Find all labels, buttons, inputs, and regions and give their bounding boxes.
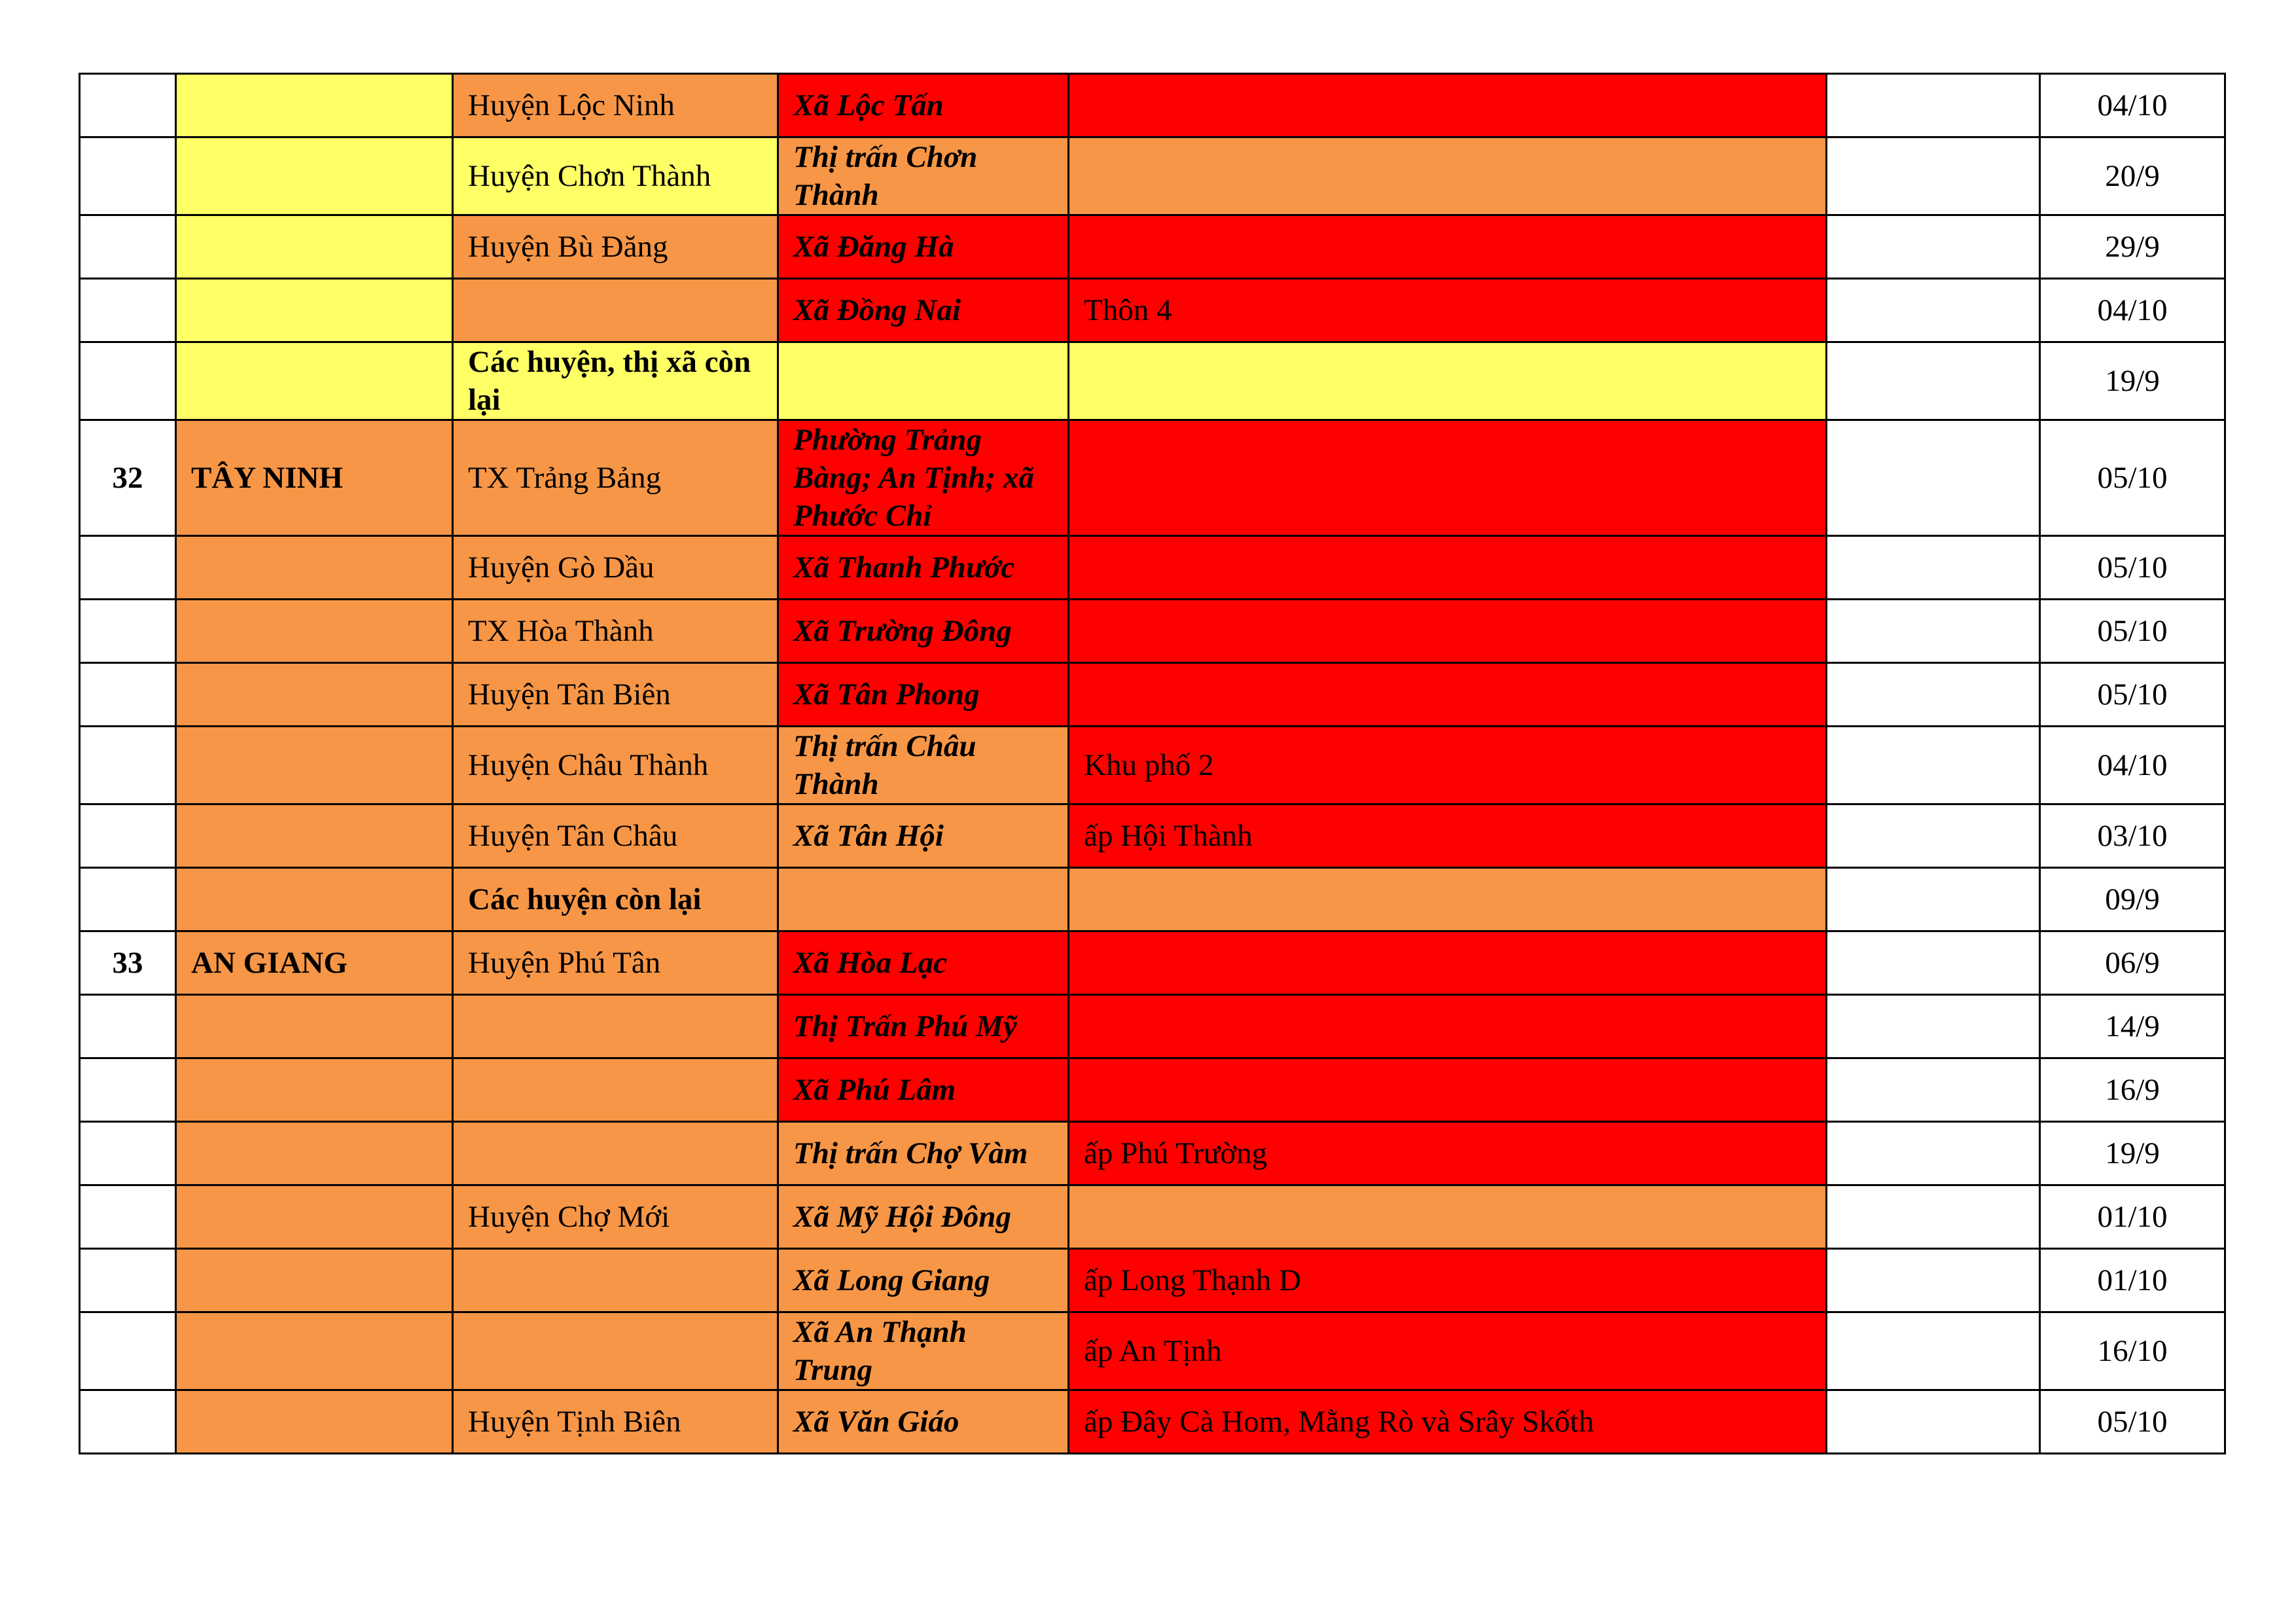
note-cell — [1827, 868, 2040, 931]
commune-cell: Xã An Thạnh Trung — [778, 1312, 1069, 1390]
date-cell: 09/9 — [2040, 868, 2225, 931]
date-cell: 01/10 — [2040, 1185, 2225, 1249]
note-cell — [1827, 931, 2040, 995]
commune-cell: Xã Tân Phong — [778, 663, 1069, 727]
commune-cell: Xã Lộc Tấn — [778, 74, 1069, 137]
district-cell — [453, 1312, 778, 1390]
area-cell — [1069, 74, 1827, 137]
commune-cell: Xã Mỹ Hội Đông — [778, 1185, 1069, 1249]
table-row — [80, 995, 2225, 1058]
note-cell — [1827, 420, 2040, 536]
district-cell: Huyện Chợ Mới — [453, 1185, 778, 1249]
province-cell — [176, 74, 453, 137]
table-row — [80, 804, 2225, 868]
commune-cell — [778, 868, 1069, 931]
province-cell — [176, 868, 453, 931]
note-cell — [1827, 215, 2040, 279]
area-cell — [1069, 868, 1827, 931]
note-cell — [1827, 74, 2040, 137]
district-cell — [453, 1122, 778, 1185]
table-row — [80, 279, 2225, 342]
note-cell — [1827, 137, 2040, 215]
table-row — [80, 1390, 2225, 1454]
commune-cell: Xã Long Giang — [778, 1249, 1069, 1312]
commune-cell: Xã Đồng Nai — [778, 279, 1069, 342]
district-cell: Huyện Tân Biên — [453, 663, 778, 727]
date-cell: 04/10 — [2040, 74, 2225, 137]
date-cell: 05/10 — [2040, 420, 2225, 536]
stt-cell — [80, 342, 176, 420]
note-cell — [1827, 995, 2040, 1058]
date-cell: 05/10 — [2040, 600, 2225, 663]
date-cell: 16/9 — [2040, 1058, 2225, 1122]
date-cell: 19/9 — [2040, 1122, 2225, 1185]
province-cell — [176, 215, 453, 279]
table-row — [80, 1058, 2225, 1122]
table-row — [80, 931, 2225, 995]
stt-cell — [80, 663, 176, 727]
stt-cell — [80, 74, 176, 137]
district-cell — [453, 995, 778, 1058]
stt-cell: 33 — [80, 931, 176, 995]
note-cell — [1827, 279, 2040, 342]
date-cell: 14/9 — [2040, 995, 2225, 1058]
table-row — [80, 1122, 2225, 1185]
table-body — [80, 74, 2225, 1454]
district-cell: TX Trảng Bảng — [453, 420, 778, 536]
note-cell — [1827, 663, 2040, 727]
note-cell — [1827, 1312, 2040, 1390]
stt-cell: 32 — [80, 420, 176, 536]
province-cell — [176, 995, 453, 1058]
table-row — [80, 727, 2225, 804]
district-cell: Các huyện, thị xã còn lại — [453, 342, 778, 420]
stt-cell — [80, 279, 176, 342]
area-cell: Khu phố 2 — [1069, 727, 1827, 804]
date-cell: 04/10 — [2040, 279, 2225, 342]
province-cell — [176, 1122, 453, 1185]
province-cell: AN GIANG — [176, 931, 453, 995]
table-row — [80, 1312, 2225, 1390]
stt-cell — [80, 215, 176, 279]
area-cell — [1069, 600, 1827, 663]
note-cell — [1827, 600, 2040, 663]
table-row — [80, 342, 2225, 420]
district-cell — [453, 1249, 778, 1312]
table-row — [80, 1249, 2225, 1312]
area-cell — [1069, 663, 1827, 727]
area-cell — [1069, 1185, 1827, 1249]
district-cell: TX Hòa Thành — [453, 600, 778, 663]
note-cell — [1827, 536, 2040, 600]
stt-cell — [80, 1185, 176, 1249]
province-cell — [176, 1312, 453, 1390]
district-cell: Huyện Phú Tân — [453, 931, 778, 995]
table-row — [80, 420, 2225, 536]
stt-cell — [80, 868, 176, 931]
commune-cell: Xã Văn Giáo — [778, 1390, 1069, 1454]
commune-cell: Thị Trấn Phú Mỹ — [778, 995, 1069, 1058]
stt-cell — [80, 1249, 176, 1312]
commune-cell: Thị trấn Chơn Thành — [778, 137, 1069, 215]
area-cell — [1069, 536, 1827, 600]
area-cell — [1069, 137, 1827, 215]
district-cell: Huyện Tân Châu — [453, 804, 778, 868]
province-cell — [176, 663, 453, 727]
table-row — [80, 215, 2225, 279]
area-cell — [1069, 1058, 1827, 1122]
district-cell: Huyện Lộc Ninh — [453, 74, 778, 137]
district-cell: Huyện Châu Thành — [453, 727, 778, 804]
date-cell: 05/10 — [2040, 536, 2225, 600]
stt-cell — [80, 1390, 176, 1454]
stt-cell — [80, 1122, 176, 1185]
note-cell — [1827, 1249, 2040, 1312]
table-row — [80, 137, 2225, 215]
commune-cell: Phường Trảng Bàng; An Tịnh; xã Phước Chỉ — [778, 420, 1069, 536]
commune-cell: Xã Thanh Phước — [778, 536, 1069, 600]
note-cell — [1827, 1390, 2040, 1454]
date-cell: 03/10 — [2040, 804, 2225, 868]
commune-cell — [778, 342, 1069, 420]
province-cell: TÂY NINH — [176, 420, 453, 536]
area-cell: Thôn 4 — [1069, 279, 1827, 342]
stt-cell — [80, 804, 176, 868]
date-cell: 29/9 — [2040, 215, 2225, 279]
table-row — [80, 600, 2225, 663]
district-cell — [453, 1058, 778, 1122]
district-cell — [453, 279, 778, 342]
commune-cell: Thị trấn Châu Thành — [778, 727, 1069, 804]
date-cell: 01/10 — [2040, 1249, 2225, 1312]
area-cell: ấp Đây Cà Hom, Mằng Rò và Srây Skốth — [1069, 1390, 1827, 1454]
commune-cell: Xã Đăng Hà — [778, 215, 1069, 279]
date-cell: 05/10 — [2040, 663, 2225, 727]
district-cell: Huyện Gò Dầu — [453, 536, 778, 600]
province-cell — [176, 342, 453, 420]
province-cell — [176, 279, 453, 342]
stt-cell — [80, 536, 176, 600]
table-row — [80, 868, 2225, 931]
note-cell — [1827, 1058, 2040, 1122]
district-cell: Huyện Chơn Thành — [453, 137, 778, 215]
commune-cell: Xã Hòa Lạc — [778, 931, 1069, 995]
table-row — [80, 74, 2225, 137]
province-cell — [176, 1249, 453, 1312]
table-row — [80, 663, 2225, 727]
area-cell — [1069, 995, 1827, 1058]
commune-cell: Xã Tân Hội — [778, 804, 1069, 868]
date-cell: 16/10 — [2040, 1312, 2225, 1390]
area-cell — [1069, 215, 1827, 279]
table-row — [80, 536, 2225, 600]
province-cell — [176, 1390, 453, 1454]
area-cell — [1069, 342, 1827, 420]
district-cell: Huyện Bù Đăng — [453, 215, 778, 279]
district-cell: Các huyện còn lại — [453, 868, 778, 931]
date-cell: 19/9 — [2040, 342, 2225, 420]
area-cell: ấp Long Thạnh D — [1069, 1249, 1827, 1312]
area-cell: ấp Hội Thành — [1069, 804, 1827, 868]
note-cell — [1827, 1185, 2040, 1249]
stt-cell — [80, 137, 176, 215]
area-cell: ấp An Tịnh — [1069, 1312, 1827, 1390]
commune-cell: Thị trấn Chợ Vàm — [778, 1122, 1069, 1185]
area-cell — [1069, 931, 1827, 995]
date-cell: 04/10 — [2040, 727, 2225, 804]
province-cell — [176, 536, 453, 600]
commune-cell: Xã Trường Đông — [778, 600, 1069, 663]
stt-cell — [80, 600, 176, 663]
note-cell — [1827, 727, 2040, 804]
province-cell — [176, 1185, 453, 1249]
date-cell: 05/10 — [2040, 1390, 2225, 1454]
stt-cell — [80, 1058, 176, 1122]
stt-cell — [80, 995, 176, 1058]
note-cell — [1827, 1122, 2040, 1185]
province-cell — [176, 600, 453, 663]
date-cell: 06/9 — [2040, 931, 2225, 995]
province-cell — [176, 804, 453, 868]
date-cell: 20/9 — [2040, 137, 2225, 215]
stt-cell — [80, 1312, 176, 1390]
province-cell — [176, 727, 453, 804]
commune-cell: Xã Phú Lâm — [778, 1058, 1069, 1122]
area-cell: ấp Phú Trường — [1069, 1122, 1827, 1185]
table-row — [80, 1185, 2225, 1249]
note-cell — [1827, 804, 2040, 868]
province-cell — [176, 1058, 453, 1122]
locality-table — [79, 73, 2226, 1454]
district-cell: Huyện Tịnh Biên — [453, 1390, 778, 1454]
province-cell — [176, 137, 453, 215]
note-cell — [1827, 342, 2040, 420]
stt-cell — [80, 727, 176, 804]
area-cell — [1069, 420, 1827, 536]
